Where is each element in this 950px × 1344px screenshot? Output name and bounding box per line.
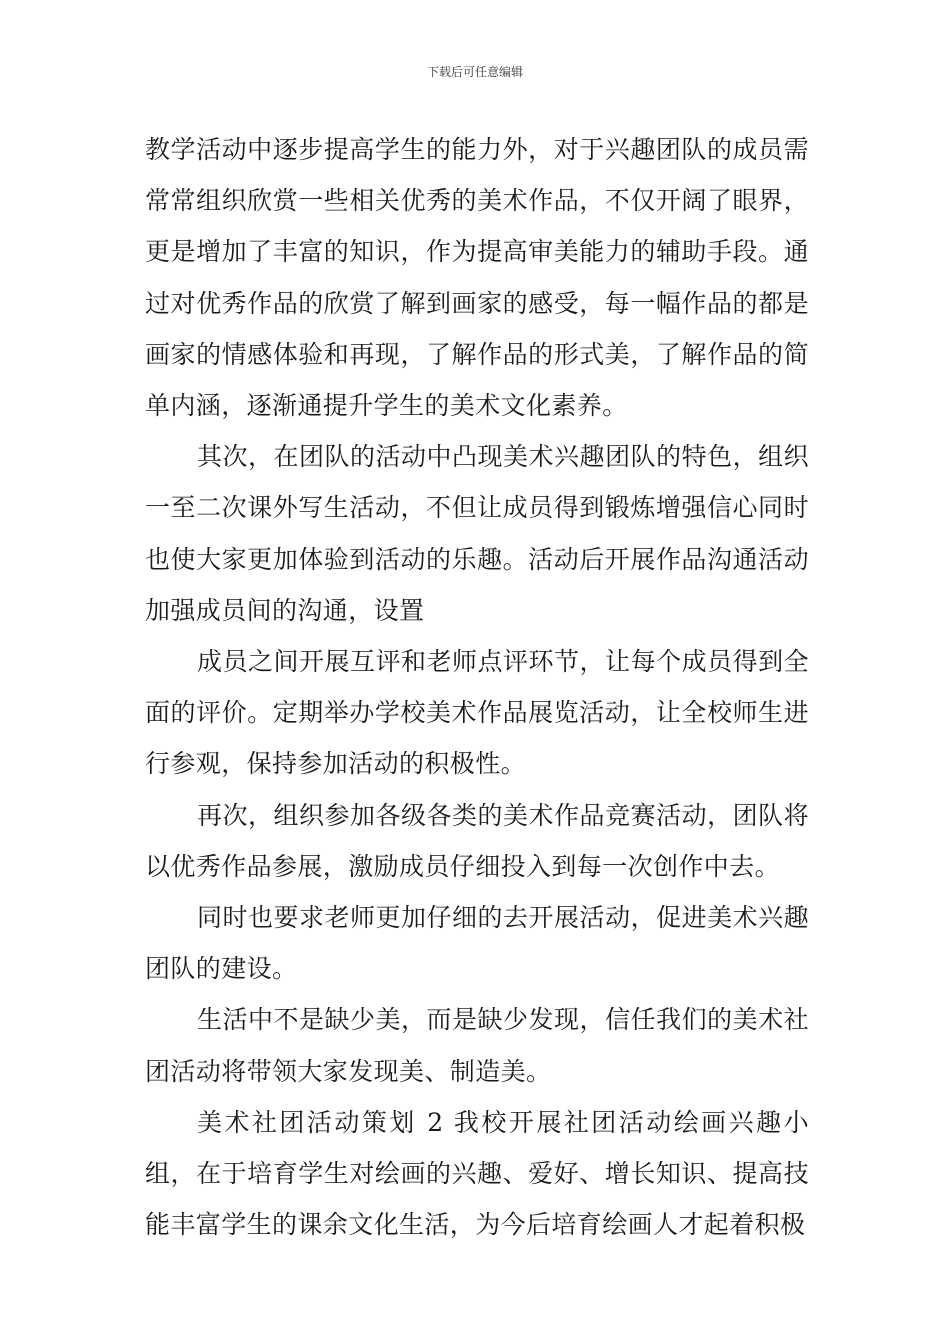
paragraph-continuation: 教学活动中逐步提高学生的能力外，对于兴趣团队的成员需常常组织欣赏一些相关优秀的美术作品，不仅开阔了眼界，更是增加了丰富的知识，作为提高审美能力的辅助手段。通过对优秀作品的欣赏了解到画家的感受，每一幅作品的都是画家的情感体验和再现，了解作品的形式美，了解作品的简单内涵，逐渐通提升学生的美术文化素养。	[145, 135, 809, 421]
paragraph-teacher-requirement: 同时也要求老师更加仔细的去开展活动，促进美术兴趣团队的建设。	[145, 903, 809, 984]
paragraph-secondly: 其次，在团队的活动中凸现美术兴趣团队的特色，组织一至二次课外写生活动，不但让成员得到锻炼增强信心同时也使大家更加体验到活动的乐趣。活动后开展作品沟通活动加强成员间的沟通，设置	[145, 442, 809, 625]
document-body	[145, 124, 809, 1250]
paragraph-peer-review: 成员之间开展互评和老师点评环节，让每个成员得到全面的评价。定期举办学校美术作品展览活动，让全校师生进行参观，保持参加活动的积极性。	[145, 647, 809, 779]
paragraph-thirdly: 再次，组织参加各级各类的美术作品竞赛活动，团队将以优秀作品参展，激励成员仔细投入到每一次创作中去。	[145, 800, 809, 881]
paragraph-discover-beauty: 生活中不是缺少美，而是缺少发现，信任我们的美术社团活动将带领大家发现美、制造美。	[145, 1005, 809, 1086]
page-header-note: 下载后可任意编辑	[426, 65, 523, 79]
paragraph-plan-two: 美术社团活动策划 2 我校开展社团活动绘画兴趣小组，在于培育学生对绘画的兴趣、爱好、增长知识、提高技能丰富学生的课余文化生活，为今后培育绘画人才起着积极	[145, 1107, 809, 1240]
